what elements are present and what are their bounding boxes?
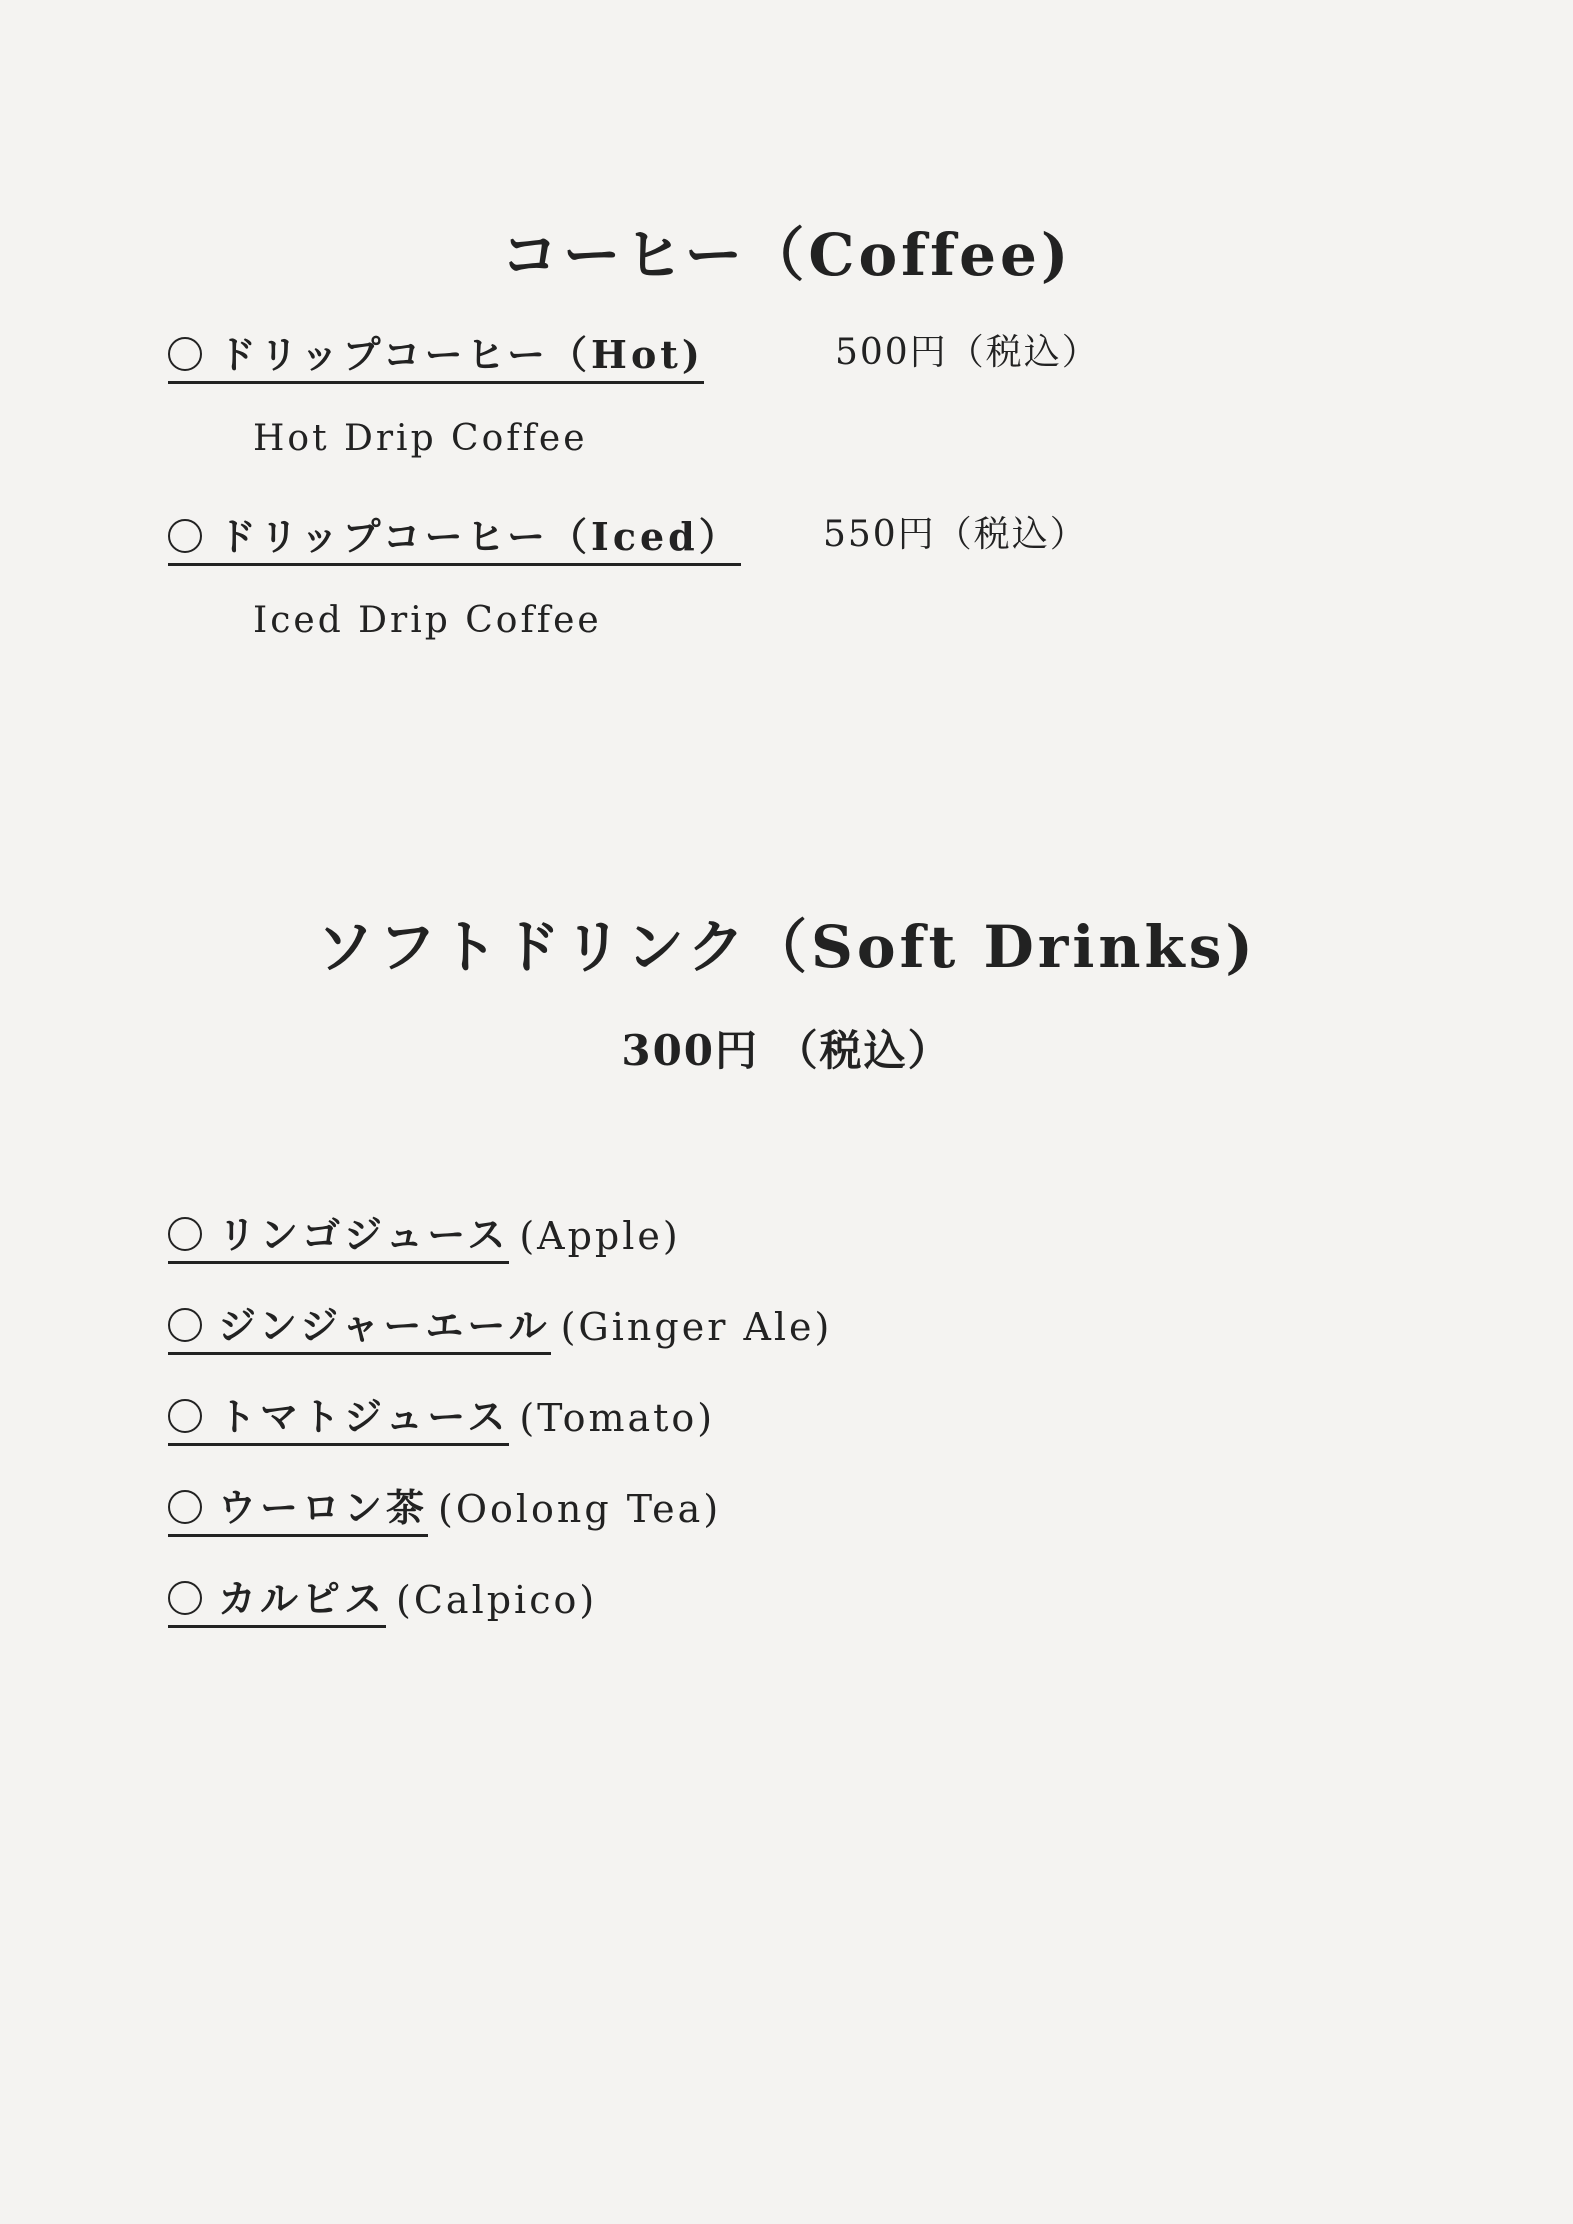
soft-drink-item bbox=[168, 1477, 721, 1533]
coffee-item-iced-label: ドリップコーヒー（Iced） bbox=[218, 514, 741, 559]
coffee-item-hot-subtitle: Hot Drip Coffee bbox=[253, 418, 588, 459]
soft-drink-item bbox=[168, 1386, 715, 1442]
soft-drink-item-english: (Ginger Ale) bbox=[560, 1304, 833, 1349]
circle-bullet-icon bbox=[168, 1490, 202, 1524]
circle-bullet-icon bbox=[168, 1581, 202, 1615]
soft-drink-item-english: (Oolong Tea) bbox=[438, 1486, 722, 1531]
coffee-item-iced bbox=[168, 506, 1088, 562]
soft-drinks-price: 300円 （税込） bbox=[621, 1026, 952, 1075]
soft-drink-item-label: カルピス bbox=[218, 1576, 387, 1621]
soft-drink-item-name bbox=[168, 1295, 551, 1355]
soft-drinks-section-title: ソフトドリンク（Soft Drinks) bbox=[316, 913, 1257, 981]
soft-drink-item-english: (Calpico) bbox=[396, 1577, 598, 1622]
circle-bullet-icon bbox=[168, 337, 202, 371]
soft-drink-item-label: トマトジュース bbox=[218, 1394, 510, 1439]
coffee-item-iced-subtitle: Iced Drip Coffee bbox=[253, 600, 602, 641]
soft-drink-item bbox=[168, 1568, 597, 1624]
coffee-section-title: コーヒー（Coffee) bbox=[500, 221, 1073, 289]
soft-drink-item-label: ジンジャーエール bbox=[218, 1303, 551, 1348]
circle-bullet-icon bbox=[168, 1308, 202, 1342]
soft-drink-item-name bbox=[168, 1204, 509, 1264]
soft-drink-item bbox=[168, 1204, 681, 1260]
soft-drink-item-english: (Tomato) bbox=[519, 1395, 716, 1440]
soft-drink-item-name bbox=[168, 1568, 386, 1628]
circle-bullet-icon bbox=[168, 1399, 202, 1433]
soft-drink-item-label: ウーロン茶 bbox=[218, 1485, 429, 1530]
soft-drink-item bbox=[168, 1295, 832, 1351]
coffee-item-iced-price: 550円（税込） bbox=[823, 514, 1088, 555]
coffee-item-hot-price: 500円（税込） bbox=[835, 332, 1100, 373]
circle-bullet-icon bbox=[168, 1217, 202, 1251]
circle-bullet-icon bbox=[168, 519, 202, 553]
soft-drink-item-label: リンゴジュース bbox=[218, 1212, 510, 1257]
coffee-item-iced-name bbox=[168, 506, 741, 566]
soft-drink-item-english: (Apple) bbox=[519, 1213, 681, 1258]
coffee-item-hot-label: ドリップコーヒー（Hot) bbox=[218, 332, 704, 377]
soft-drink-item-name bbox=[168, 1386, 509, 1446]
soft-drink-item-name bbox=[168, 1477, 428, 1537]
coffee-item-hot bbox=[168, 324, 1100, 380]
coffee-item-hot-name bbox=[168, 324, 704, 384]
